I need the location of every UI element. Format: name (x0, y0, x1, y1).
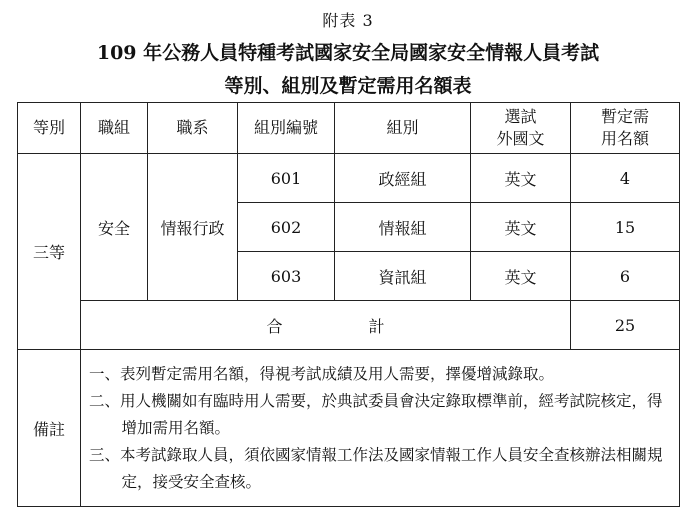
total-label-cell (81, 301, 571, 350)
header-job-group: 職組 (81, 103, 148, 154)
annex-label: 附表 3 (322, 11, 374, 30)
group-code-cell: 602 (238, 203, 335, 252)
total-row (18, 301, 680, 350)
header-quota (571, 103, 680, 154)
notes-label: 備註 (18, 350, 81, 507)
total-value-cell: 25 (571, 301, 680, 350)
header-job-series: 職系 (148, 103, 238, 154)
total-label-1: 合 (266, 316, 283, 336)
group-code-cell: 603 (238, 252, 335, 301)
note-item: 二、用人機關如有臨時用人需要，於典試委員會決定錄取標準前，經考試院核定，得增加需用名額。 (89, 391, 663, 437)
header-grade: 等別 (18, 103, 81, 154)
grade-cell: 三等 (18, 154, 81, 350)
language-cell: 英文 (471, 203, 571, 252)
quota-table (17, 102, 680, 507)
notes-row (18, 350, 680, 507)
document-title: 109 年公務人員特種考試國家安全局國家安全情報人員考試 (96, 42, 600, 64)
document-subtitle: 等別、組別及暫定需用名額表 (224, 75, 472, 97)
quota-cell: 4 (571, 154, 680, 203)
group-cell: 資訊組 (335, 252, 471, 301)
quota-cell: 6 (571, 252, 680, 301)
group-cell: 政經組 (335, 154, 471, 203)
header-language-line1: 選試 (504, 107, 537, 126)
quota-cell: 15 (571, 203, 680, 252)
table-row (18, 154, 680, 203)
note-item: 一、表列暫定需用名額，得視考試成績及用人需要，擇優增減錄取。 (89, 364, 555, 383)
header-group: 組別 (335, 103, 471, 154)
language-cell: 英文 (471, 252, 571, 301)
job-group-cell: 安全 (81, 154, 148, 301)
header-quota-line1: 暫定需 (600, 107, 649, 126)
group-code-cell: 601 (238, 154, 335, 203)
notes-content (81, 350, 680, 507)
language-cell: 英文 (471, 154, 571, 203)
total-label-2: 計 (368, 316, 385, 336)
header-quota-line2: 用名額 (600, 129, 649, 148)
table-header-row (18, 103, 680, 154)
header-language (471, 103, 571, 154)
note-item: 三、本考試錄取人員，須依國家情報工作法及國家情報工作人員安全查核辦法相關規定，接受安全查核。 (89, 445, 663, 491)
header-language-line2: 外國文 (496, 129, 545, 148)
header-group-code: 組別編號 (238, 103, 335, 154)
group-cell: 情報組 (335, 203, 471, 252)
job-series-cell: 情報行政 (148, 154, 238, 301)
